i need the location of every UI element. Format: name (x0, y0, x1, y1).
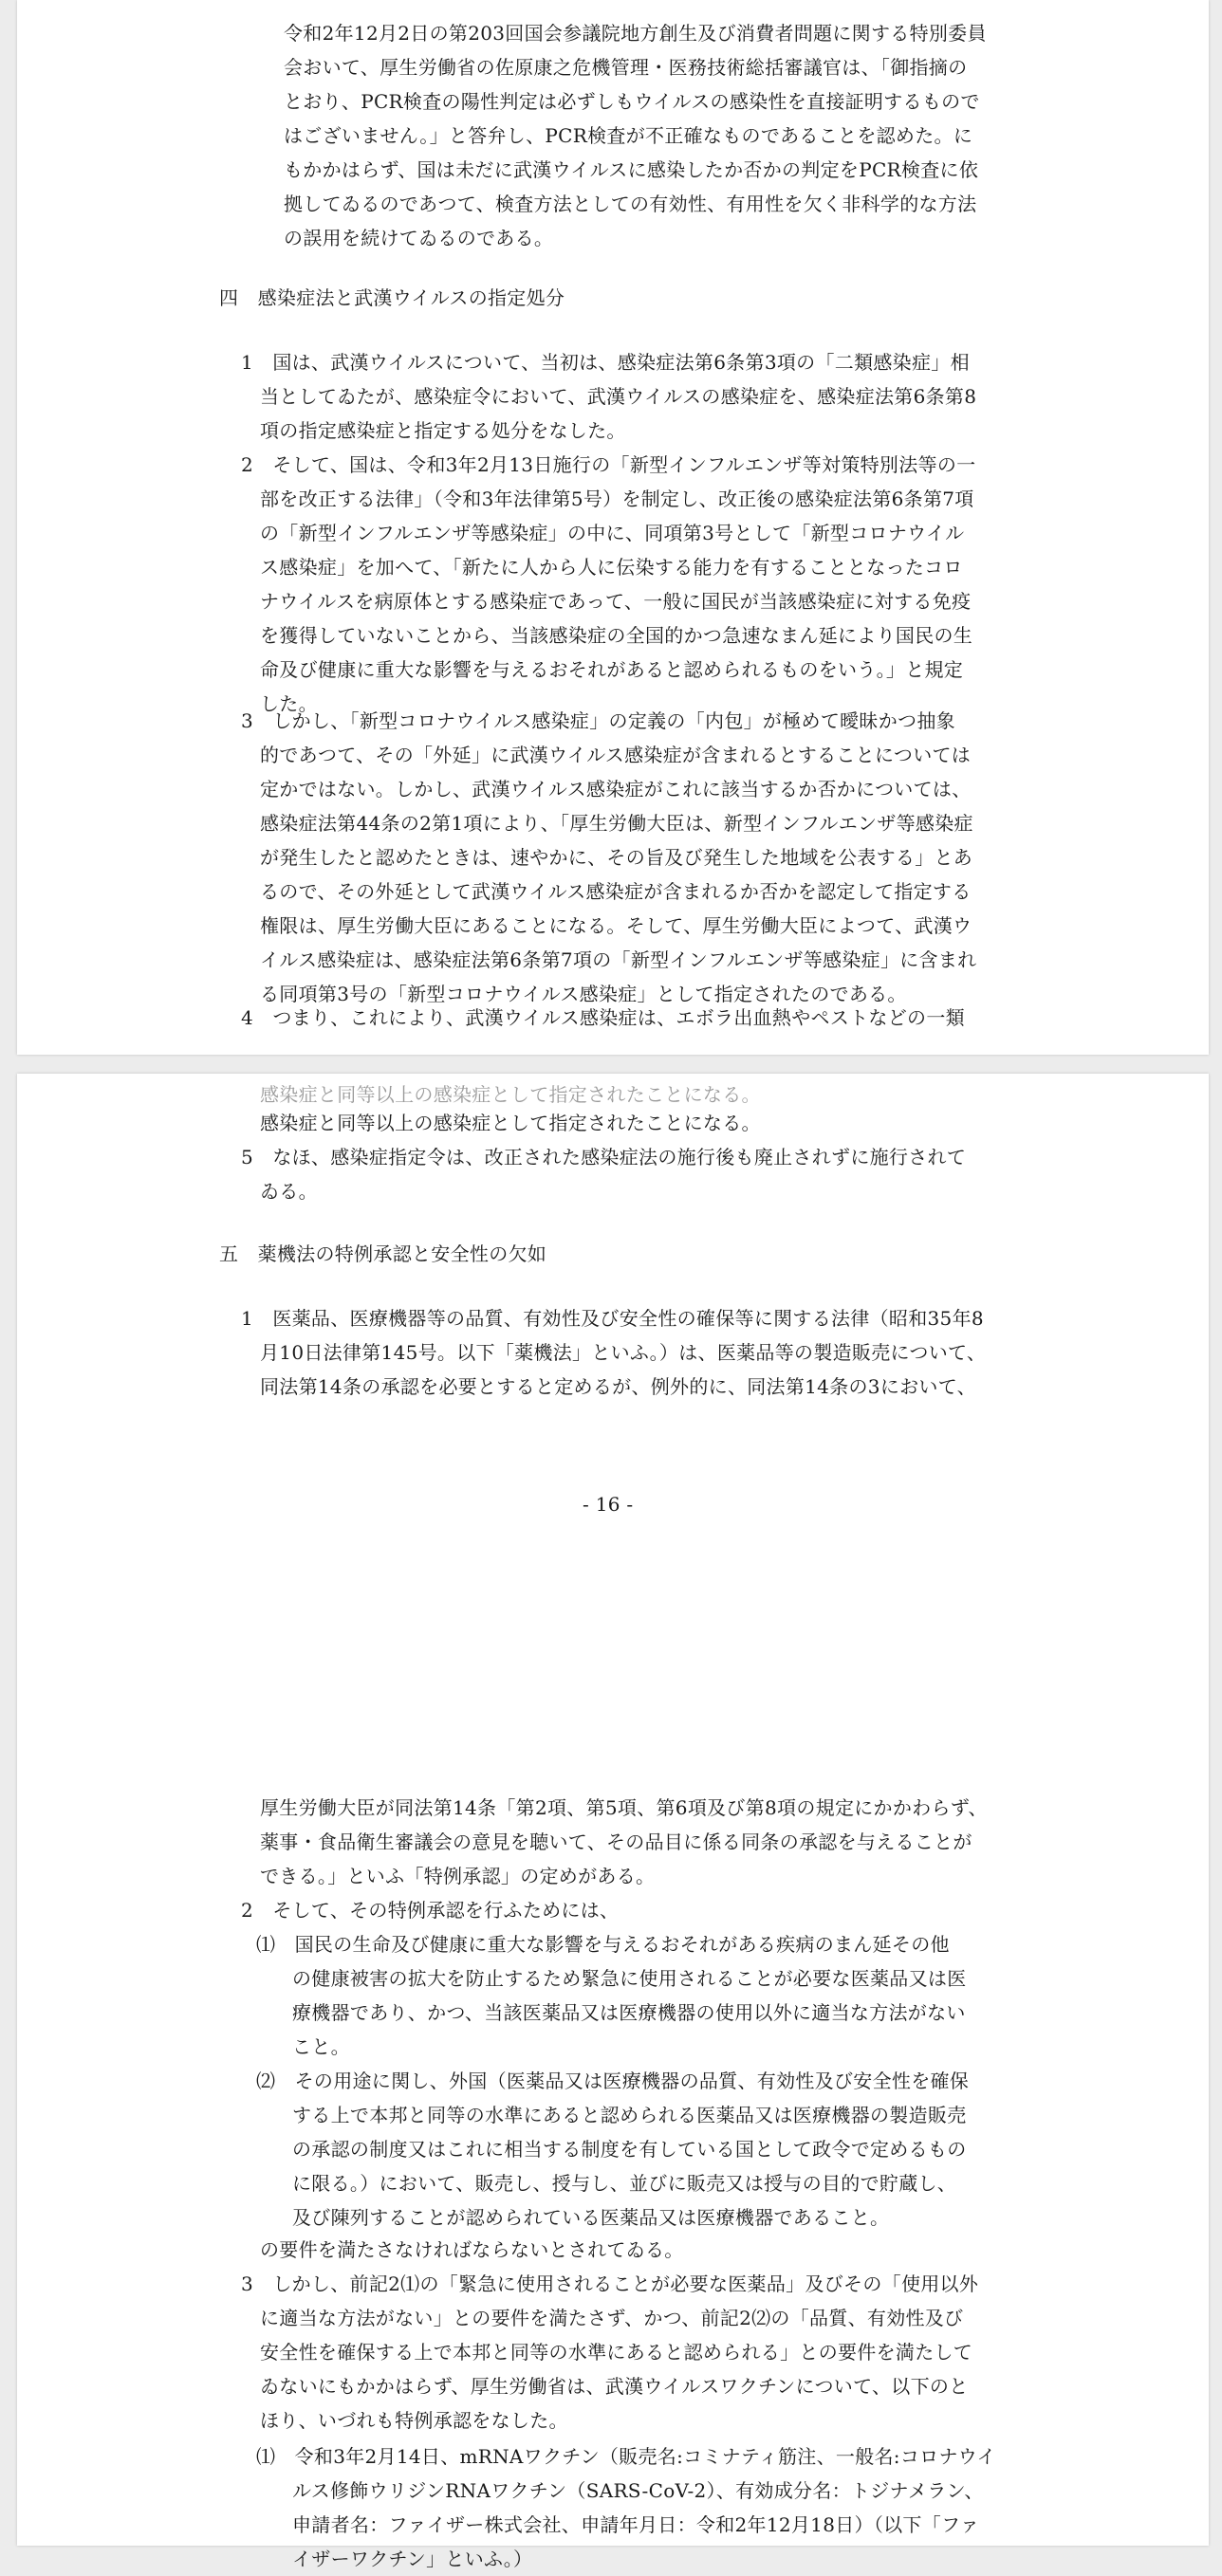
list-item-line: 3 しかし、前記2⑴の「緊急に使用されることが必要な医薬品」及びその「使用以外 (241, 2272, 979, 2295)
text-line: 薬事・食品衛生審議会の意見を聴いて、その品目に係る同条の承認を与えることが (260, 1831, 972, 1853)
sub-item-line: の健康被害の拡大を防止するため緊急に使用されることが必要な医薬品又は医 (292, 1967, 967, 1990)
list-item-line: 月10日法律第145号。以下「薬機法」といふ。）は、医薬品等の製造販売について、 (260, 1341, 987, 1364)
list-item-line: 命及び健康に重大な影響を与えるおそれがあると認められるものをいう。」と規定 (260, 658, 964, 681)
text-line: 会おいて、厚生労働省の佐原康之危機管理・医務技術総括審議官は、「御指摘の (284, 56, 968, 79)
text-line: の要件を満たさなければならないとされてゐる。 (260, 2238, 684, 2261)
document-page-2 (17, 1074, 1209, 2570)
sub-item-line: イザーワクチン」といふ。） (292, 2548, 533, 2570)
list-item-line: が発生したと認めたときは、速やかに、その旨及び発生した地域を公表する」とあ (260, 846, 973, 869)
list-item-line: るので、その外延として武漢ウイルス感染症が含まれるか否かを認定して指定する (260, 880, 972, 903)
section-heading: 四 感染症法と武漢ウイルスの指定処分 (219, 286, 565, 309)
list-item-line: ゐる。 (260, 1180, 318, 1203)
sub-item-line: 療機器であり、かつ、当該医薬品又は医療機器の使用以外に適当な方法がない (292, 2001, 966, 2024)
list-item-line: ゐないにもかかはらず、厚生労働省は、武漢ウイルスワクチンについて、以下のと (260, 2375, 969, 2398)
list-item-line: 1 国は、武漢ウイルスについて、当初は、感染症法第6条第3項の「二類感染症」相 (241, 351, 970, 374)
list-item-line: ス感染症」を加へて、「新たに人から人に伝染する能力を有することとなったコロ (260, 556, 963, 579)
sub-item-line: ⑵ その用途に関し、外国（医薬品又は医療機器の品質、有効性及び安全性を確保 (256, 2070, 970, 2092)
document-page-1 (17, 0, 1209, 1055)
list-item-line: 定かではない。しかし、武漢ウイルス感染症がこれに該当するか否かについては、 (260, 778, 972, 800)
text-line: はございません。」と答弁し、PCR検査が不正確なものであることを認めた。に (284, 124, 973, 147)
list-item-line: 5 なほ、感染症指定令は、改正された感染症法の施行後も廃止されずに施行されて (241, 1146, 967, 1168)
list-item-line: 項の指定感染症と指定する処分をなした。 (260, 419, 626, 442)
list-item-line: 安全性を確保する上で本邦と同等の水準にあると認められる」との要件を満たして (260, 2341, 973, 2364)
list-item-line: ナウイルスを病原体とする感染症であって、一般に国民が当該感染症に対する免疫 (260, 590, 972, 613)
sub-item-line: ルス修飾ウリジンRNAワクチン（SARS-CoV-2）、有効成分名：トジナメラン、 (292, 2479, 984, 2502)
list-item-line: 2 そして、国は、令和3年2月13日施行の「新型インフルエンザ等対策特別法等の一 (241, 453, 976, 476)
text-line: もかかはらず、国は未だに武漢ウイルスに感染したか否かの判定をPCR検査に依 (284, 158, 979, 181)
list-item-line: 的であつて、その「外延」に武漢ウイルス感染症が含まれるとすることについては (260, 744, 972, 766)
sub-item-line: ⑴ 国民の生命及び健康に重大な影響を与えるおそれがある疾病のまん延その他 (256, 1933, 950, 1956)
page-number: - 16 - (583, 1493, 634, 1516)
sub-item-line: の承認の制度又はこれに相当する制度を有している国として政令で定めるもの (292, 2138, 967, 2161)
list-item-line: る同項第3号の「新型コロナウイルス感染症」として指定されたのである。 (260, 983, 907, 1005)
text-line: 令和2年12月2日の第203回国会参議院地方創生及び消費者問題に関する特別委員 (284, 22, 987, 45)
list-item-line: 当としてゐたが、感染症令において、武漢ウイルスの感染症を、感染症法第6条第8 (260, 385, 977, 408)
list-item-line: イルス感染症は、感染症法第6条第7項の「新型インフルエンザ等感染症」に含まれ (260, 948, 977, 971)
list-item-line: 4 つまり、これにより、武漢ウイルス感染症は、エボラ出血熱やペストなどの一類 (241, 1006, 965, 1029)
text-line: 感染症と同等以上の感染症として指定されたことになる。 (260, 1112, 761, 1134)
sub-item-line: に限る。）において、販売し、授与し、並びに販売又は授与の目的で貯蔵し、 (292, 2172, 957, 2195)
list-item-line: 部を改正する法律」（令和3年法律第5号）を制定し、改正後の感染症法第6条第7項 (260, 488, 974, 510)
sub-item-line: する上で本邦と同等の水準にあると認められる医薬品又は医療機器の製造販売 (292, 2104, 967, 2126)
sub-item-line: こと。 (292, 2035, 350, 2058)
clipped-text-line: 感染症と同等以上の感染症として指定されたことになる。 (260, 1083, 761, 1106)
list-item-line: に適当な方法がない」との要件を満たさず、かつ、前記2⑵の「品質、有効性及び (260, 2307, 964, 2329)
list-item-line: を獲得していないことから、当該感染症の全国的かつ急速なまん延により国民の生 (260, 624, 973, 647)
list-item-line: 権限は、厚生労働大臣にあることになる。そして、厚生労働大臣によつて、武漢ウ (260, 914, 972, 937)
text-line: 拠してゐるのであつて、検査方法としての有効性、有用性を欠く非科学的な方法 (284, 193, 977, 215)
section-heading: 五 薬機法の特例承認と安全性の欠如 (219, 1242, 547, 1265)
sub-item-line: 及び陳列することが認められている医薬品又は医療機器であること。 (292, 2206, 890, 2229)
text-line: 厚生労働大臣が同法第14条「第2項、第5項、第6項及び第8項の規定にかかわらず、 (260, 1796, 988, 1819)
text-line: できる。」といふ「特例承認」の定めがある。 (260, 1865, 656, 1887)
list-item-line: の「新型インフルエンザ等感染症」の中に、同項第3号として「新型コロナウイル (260, 522, 965, 544)
sub-item-line: 申請者名：ファイザー株式会社、申請年月日：令和2年12月18日）（以下「ファ (292, 2513, 980, 2536)
list-item-line: 1 医薬品、医療機器等の品質、有効性及び安全性の確保等に関する法律（昭和35年8 (241, 1307, 984, 1330)
text-line: の誤用を続けてゐるのである。 (284, 227, 554, 249)
text-line: とおり、PCR検査の陽性判定は必ずしもウイルスの感染性を直接証明するもので (284, 90, 980, 113)
list-item-line: した。 (260, 692, 318, 715)
list-item-line: 同法第14条の承認を必要とすると定めるが、例外的に、同法第14条の3において、 (260, 1375, 976, 1398)
list-item-line: 感染症法第44条の2第1項により、「厚生労働大臣は、新型インフルエンザ等感染症 (260, 812, 973, 835)
list-item-line: 2 そして、その特例承認を行ふためには、 (241, 1899, 620, 1922)
list-item-line: ほり、いづれも特例承認をなした。 (260, 2409, 568, 2432)
sub-item-line: ⑴ 令和3年2月14日、mRNAワクチン（販売名:コミナティ筋注、一般名:コロナウイ (256, 2445, 996, 2468)
list-item-line: 3 しかし、「新型コロナウイルス感染症」の定義の「内包」が極めて曖昧かつ抽象 (241, 709, 955, 732)
